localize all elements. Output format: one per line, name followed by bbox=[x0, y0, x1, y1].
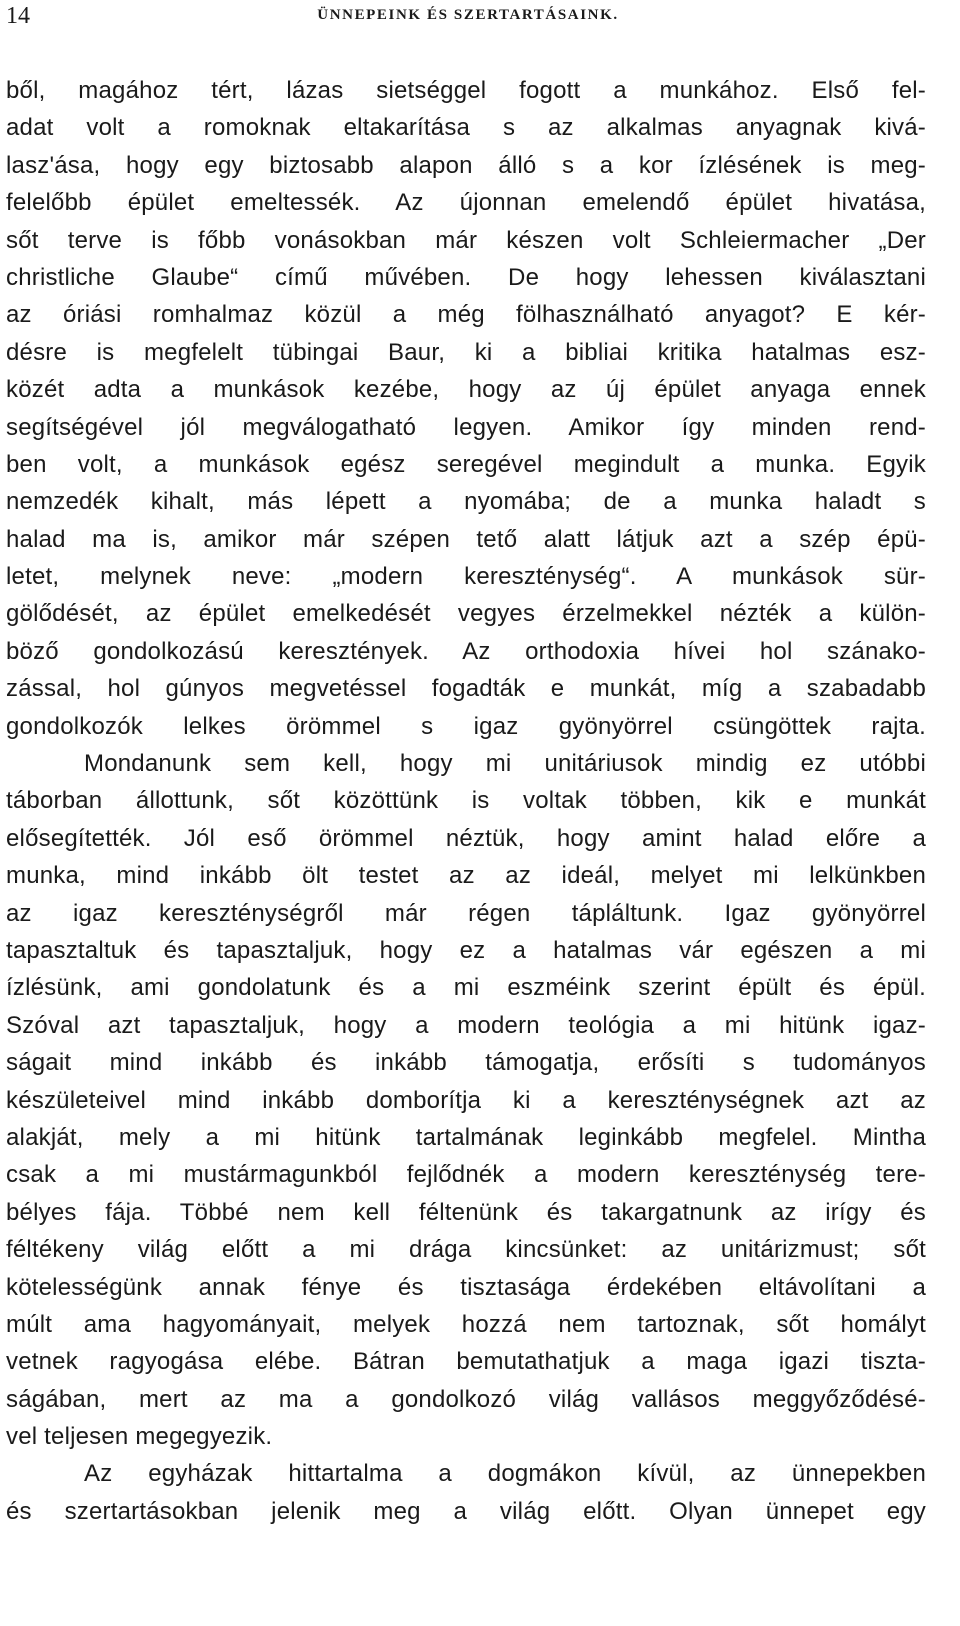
text-line: vetnek ragyogása elébe. Bátran bemutathatjuk a maga igazi tiszta- bbox=[6, 1348, 926, 1376]
text-line: és szertartásokban jelenik meg a világ előtt. Olyan ünnepet egy bbox=[6, 1497, 926, 1525]
text-line: lasz'ása, hogy egy biztosabb alapon álló s a kor ízlésének is meg- bbox=[6, 151, 926, 179]
text-line: ságait mind inkább és inkább támogatja, erősíti s tudományos bbox=[6, 1049, 926, 1077]
text-line: letet, melynek neve: „modern kereszténység“. A munkások sür- bbox=[6, 563, 926, 591]
text-line: készületeivel mind inkább domborítja ki a kereszténységnek azt az bbox=[6, 1086, 926, 1114]
text-line: ből, magához tért, lázas sietséggel fogott a munkához. Első fel- bbox=[6, 77, 926, 104]
text-line: múlt ama hagyományait, melyek hozzá nem tartoznak, sőt homályt bbox=[6, 1310, 926, 1338]
text-line: tapasztaltuk és tapasztaljuk, hogy ez a hatalmas vár egészen a mi bbox=[6, 936, 926, 964]
text-line: ben volt, a munkások egész seregével megindult a munka. Egyik bbox=[6, 450, 926, 478]
page-number: 14 bbox=[6, 3, 30, 29]
text-line: alakját, mely a mi hitünk tartalmának leginkább megfelel. Mintha bbox=[6, 1123, 926, 1151]
text-line: gölődését, az épület emelkedését vegyes érzelmekkel nézték a külön- bbox=[6, 600, 926, 628]
text-line: Szóval azt tapasztaljuk, hogy a modern teológia a mi hitünk igaz- bbox=[6, 1011, 926, 1039]
text-line: féltékeny világ előtt a mi drága kincsünket: az unitárizmust; sőt bbox=[6, 1236, 926, 1264]
body-text bbox=[6, 72, 926, 1530]
text-line: elősegítették. Jól eső örömmel néztük, hogy amint halad előre a bbox=[6, 824, 926, 852]
text-line: felelőbb épület emeltessék. Az újonnan emelendő épület hivatása, bbox=[6, 189, 926, 217]
text-line: halad ma is, amikor már szépen tető alatt látjuk azt a szép épü- bbox=[6, 525, 926, 553]
text-line: böző gondolkozású keresztények. Az orthodoxia hívei hol szánako- bbox=[6, 637, 926, 665]
text-line: munka, mind inkább ölt testet az az ideál, melyet mi lelkünkben bbox=[6, 862, 926, 890]
text-line: kötelességünk annak fénye és tisztasága érdekében eltávolítani a bbox=[6, 1273, 926, 1301]
text-line: nemzedék kihalt, más lépett a nyomába; de a munka haladt s bbox=[6, 488, 926, 516]
text-line: csak a mi mustármagunkból fejlődnék a modern kereszténység tere- bbox=[6, 1161, 926, 1189]
text-line: zással, hol gúnyos megvetéssel fogadták e munkát, míg a szabadabb bbox=[6, 675, 926, 703]
running-header bbox=[6, 2, 930, 32]
text-line: gondolkozók lelkes örömmel s igaz gyönyörrel csüngöttek rajta. bbox=[6, 712, 926, 740]
text-line: segítségével jól megválogatható legyen. Amikor így minden rend- bbox=[6, 413, 926, 441]
text-line: christliche Glaube“ című művében. De hogy lehessen kiválasztani bbox=[6, 263, 926, 291]
text-line: Mondanunk sem kell, hogy mi unitáriusok mindig ez utóbbi bbox=[84, 750, 926, 778]
text-line: désre is megfelelt tübingai Baur, ki a bibliai kritika hatalmas esz- bbox=[6, 338, 926, 366]
text-line: ízlésünk, ami gondolatunk és a mi eszméink szerint épült és épül. bbox=[6, 974, 926, 1002]
text-line: közét adta a munkások kezébe, hogy az új épület anyaga ennek bbox=[6, 376, 926, 404]
text-line: az igaz kereszténységről már régen tápláltunk. Igaz gyönyörrel bbox=[6, 899, 926, 927]
text-line: adat volt a romoknak eltakarítása s az alkalmas anyagnak kivá- bbox=[6, 114, 926, 142]
text-line: Az egyházak hittartalma a dogmákon kívül, az ünnepekben bbox=[84, 1460, 926, 1488]
text-line: bélyes fája. Többé nem kell féltenünk és takargatnunk az irígy és bbox=[6, 1198, 926, 1226]
text-line: ságában, mert az ma a gondolkozó világ vallásos meggyőződésé- bbox=[6, 1385, 926, 1413]
running-title: ÜNNEPEINK ÉS SZERTARTÁSAINK. bbox=[317, 7, 619, 23]
text-line: táborban állottunk, sőt közöttünk is voltak többen, kik e munkát bbox=[6, 787, 926, 815]
text-line: vel teljesen megegyezik. bbox=[6, 1423, 273, 1451]
text-line: sőt terve is főbb vonásokban már készen volt Schleiermacher „Der bbox=[6, 226, 926, 254]
text-line: az óriási romhalmaz közül a még fölhasználható anyagot? E kér- bbox=[6, 301, 926, 329]
